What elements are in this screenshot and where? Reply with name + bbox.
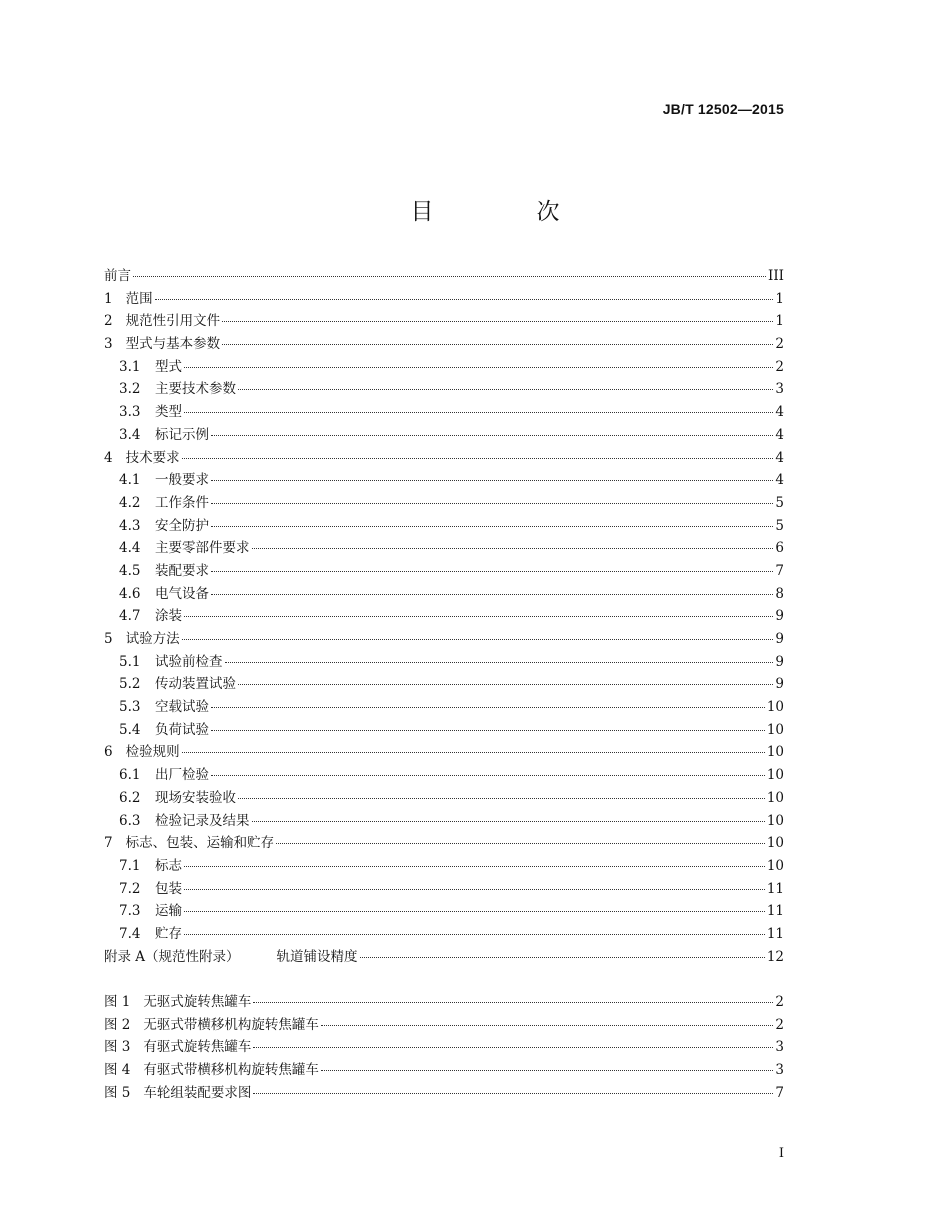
page-reference: 10 [766, 789, 784, 806]
toc-entry-title: 涂装 [155, 608, 182, 625]
toc-entry[interactable] [104, 446, 784, 469]
toc-entry[interactable] [104, 287, 784, 310]
page-reference: 9 [775, 653, 784, 670]
toc-entry-number: 5.3 [119, 699, 141, 716]
toc-entry-title: 工作条件 [155, 494, 209, 511]
toc-entry-number: 6.3 [119, 812, 141, 829]
dot-leader [184, 412, 773, 413]
toc-entry[interactable] [104, 740, 784, 763]
dot-leader [184, 616, 773, 617]
page-reference: 5 [775, 517, 784, 534]
dot-leader [133, 276, 766, 277]
toc-entry-title: 轨道铺设精度 [276, 948, 358, 965]
toc-entry-number: 5 [104, 631, 113, 647]
page-reference: 3 [775, 1039, 784, 1056]
toc-entry[interactable] [104, 423, 784, 446]
toc-entry-title: 技术要求 [125, 449, 180, 466]
toc-entry-title: 试验前检查 [155, 653, 223, 670]
figure-title: 无驱式旋转焦罐车 [143, 994, 252, 1010]
toc-entry[interactable] [104, 831, 784, 854]
toc-entry-title: 主要技术参数 [155, 381, 236, 398]
toc-entry-number: 4.5 [119, 562, 141, 579]
toc-entry-title: 标志、包装、运输和贮存 [125, 835, 275, 852]
table-of-contents [104, 264, 784, 967]
toc-entry-title: 试验方法 [125, 631, 180, 647]
toc-entry[interactable] [104, 627, 784, 650]
page-reference: 10 [766, 812, 784, 829]
toc-entry[interactable] [104, 854, 784, 877]
toc-entry-number: 3.1 [119, 358, 141, 375]
toc-entry-title: 主要零部件要求 [155, 540, 250, 557]
toc-entry-title: 装配要求 [155, 562, 209, 579]
dot-leader [321, 1025, 774, 1026]
toc-entry-title: 型式 [155, 358, 182, 375]
dot-leader [238, 684, 773, 685]
dot-leader [184, 934, 765, 935]
toc-entry-title: 运输 [155, 903, 182, 920]
toc-entry-number: 4.2 [119, 494, 141, 511]
dot-leader [253, 1047, 773, 1048]
figure-number: 图 1 [104, 994, 131, 1010]
toc-entry[interactable] [104, 332, 784, 355]
page-reference: 8 [775, 585, 784, 602]
figure-entry[interactable] [104, 1058, 784, 1081]
toc-entry-number: 3.3 [119, 404, 141, 421]
toc-entry-number: 6 [104, 744, 113, 761]
page-reference: 6 [775, 540, 784, 557]
toc-entry[interactable] [104, 604, 784, 627]
dot-leader [211, 775, 765, 776]
page-reference: 9 [775, 631, 784, 647]
dot-leader [211, 571, 773, 572]
toc-entry[interactable] [104, 559, 784, 582]
figure-entry[interactable] [104, 990, 784, 1013]
toc-entry[interactable] [104, 922, 784, 945]
figure-title: 车轮组装配要求图 [143, 1084, 252, 1101]
page-reference: 2 [775, 336, 784, 353]
figure-number: 图 3 [104, 1039, 131, 1056]
standard-code: JB/T 12502—2015 [662, 101, 784, 117]
dot-leader [222, 344, 773, 345]
toc-entry-title: 型式与基本参数 [125, 336, 221, 353]
dot-leader [360, 957, 765, 958]
toc-entry-title: 现场安装验收 [155, 789, 236, 806]
page-reference: 11 [766, 880, 784, 897]
toc-entry[interactable] [104, 582, 784, 605]
page-reference: 12 [766, 948, 784, 965]
toc-entry-number: 7.4 [119, 925, 141, 942]
page-reference: 4 [775, 426, 784, 443]
dot-leader [211, 503, 773, 504]
toc-entry-number: 3 [104, 336, 113, 353]
page-reference: III [768, 268, 784, 284]
page-reference: 9 [775, 608, 784, 625]
toc-entry[interactable] [104, 650, 784, 673]
page-title: 目 次 [410, 199, 600, 225]
toc-entry-title: 标志 [155, 857, 182, 874]
dot-leader [182, 639, 774, 640]
toc-entry[interactable] [104, 877, 784, 900]
toc-entry-number: 5.2 [119, 676, 141, 693]
toc-entry-number: 2 [104, 313, 113, 330]
page-reference: 10 [766, 767, 784, 784]
dot-leader [252, 821, 765, 822]
figure-title: 无驱式带横移机构旋转焦罐车 [143, 1016, 319, 1033]
page-reference: 10 [766, 721, 784, 738]
figure-entry[interactable] [104, 1081, 784, 1104]
figure-title: 有驱式带横移机构旋转焦罐车 [143, 1062, 319, 1079]
dot-leader [211, 594, 773, 595]
toc-entry-number: 4.4 [119, 540, 141, 557]
toc-entry-number: 3.2 [119, 381, 141, 398]
dot-leader [253, 1093, 773, 1094]
dot-leader [321, 1070, 774, 1071]
dot-leader [225, 662, 774, 663]
toc-entry-number: 1 [104, 290, 113, 307]
dot-leader [253, 1002, 773, 1003]
toc-entry[interactable] [104, 355, 784, 378]
page-reference: 4 [775, 472, 784, 489]
toc-entry-number: 5.1 [119, 653, 141, 670]
figure-number: 图 2 [104, 1016, 131, 1033]
toc-entry[interactable] [104, 672, 784, 695]
page-reference: 1 [775, 313, 784, 330]
toc-entry-title: 一般要求 [155, 472, 209, 489]
toc-entry[interactable] [104, 945, 784, 968]
dot-leader [182, 458, 774, 459]
toc-entry-number: 7.1 [119, 857, 141, 874]
toc-entry-number: 4 [104, 449, 113, 466]
toc-entry-number: 5.4 [119, 721, 141, 738]
page-reference: 10 [766, 744, 784, 761]
toc-entry-title: 负荷试验 [155, 721, 209, 738]
toc-entry[interactable] [104, 786, 784, 809]
page-reference: 2 [775, 1016, 784, 1033]
dot-leader [184, 889, 765, 890]
page-reference: 4 [775, 404, 784, 421]
toc-entry-number: 4.6 [119, 585, 141, 602]
toc-entry-title: 安全防护 [155, 517, 209, 534]
dot-leader [211, 707, 765, 708]
toc-entry-title: 类型 [155, 404, 182, 421]
toc-entry-number: 7 [104, 835, 113, 852]
toc-entry[interactable] [104, 264, 784, 287]
figure-entry[interactable] [104, 1035, 784, 1058]
page-reference: 10 [766, 835, 784, 852]
dot-leader [276, 843, 765, 844]
toc-entry-title: 传动装置试验 [155, 676, 236, 693]
page-reference: 7 [775, 1084, 784, 1101]
toc-entry[interactable] [104, 468, 784, 491]
page-number: I [778, 1146, 784, 1161]
page-reference: 10 [766, 699, 784, 716]
toc-entry[interactable] [104, 514, 784, 537]
toc-entry[interactable] [104, 536, 784, 559]
toc-entry-number: 4.1 [119, 472, 141, 489]
figure-number: 图 5 [104, 1084, 131, 1101]
toc-entry[interactable] [104, 718, 784, 741]
dot-leader [184, 866, 765, 867]
toc-entry-number: 6.2 [119, 789, 141, 806]
toc-entry-title: 前言 [104, 268, 131, 284]
toc-entry-title: 范围 [125, 290, 153, 307]
toc-entry-title: 电气设备 [155, 585, 209, 602]
toc-entry[interactable] [104, 695, 784, 718]
toc-entry[interactable] [104, 400, 784, 423]
toc-entry-number: 4.7 [119, 608, 141, 625]
toc-entry-title: 检验记录及结果 [155, 812, 250, 829]
toc-entry-title: 空载试验 [155, 699, 209, 716]
dot-leader [184, 367, 773, 368]
page-reference: 5 [775, 494, 784, 511]
page-reference: 3 [775, 1062, 784, 1079]
dot-leader [211, 526, 773, 527]
toc-entry-title: 检验规则 [125, 744, 180, 761]
list-of-figures [104, 990, 784, 1103]
toc-entry-number: 4.3 [119, 517, 141, 534]
page-reference: 3 [775, 381, 784, 398]
dot-leader [211, 730, 765, 731]
toc-entry-title: 规范性引用文件 [125, 313, 221, 330]
dot-leader [238, 798, 765, 799]
dot-leader [211, 480, 773, 481]
toc-entry-number: 3.4 [119, 426, 141, 443]
figure-title: 有驱式旋转焦罐车 [143, 1039, 252, 1056]
toc-entry-title: 包装 [155, 880, 182, 897]
page-reference: 7 [775, 562, 784, 579]
toc-entry-title: 贮存 [155, 925, 182, 942]
page-reference: 9 [775, 676, 784, 693]
page-reference: 11 [766, 925, 784, 942]
toc-entry-title: 出厂检验 [155, 767, 209, 784]
dot-leader [252, 548, 774, 549]
toc-entry-number: 附录 A（规范性附录） [104, 948, 240, 965]
toc-entry-number: 7.3 [119, 903, 141, 920]
page-reference: 2 [775, 358, 784, 375]
page-reference: 1 [775, 290, 784, 307]
toc-entry[interactable] [104, 809, 784, 832]
page-reference: 2 [775, 994, 784, 1010]
dot-leader [155, 299, 774, 300]
toc-entry-number: 7.2 [119, 880, 141, 897]
toc-entry[interactable] [104, 763, 784, 786]
dot-leader [184, 911, 765, 912]
page-reference: 10 [766, 857, 784, 874]
dot-leader [211, 435, 773, 436]
page-reference: 11 [766, 903, 784, 920]
toc-entry-number: 6.1 [119, 767, 141, 784]
toc-entry[interactable] [104, 377, 784, 400]
page-reference: 4 [775, 449, 784, 466]
figure-number: 图 4 [104, 1062, 131, 1079]
toc-entry[interactable] [104, 309, 784, 332]
figure-entry[interactable] [104, 1013, 784, 1036]
toc-entry[interactable] [104, 899, 784, 922]
toc-entry-title: 标记示例 [155, 426, 209, 443]
dot-leader [238, 389, 773, 390]
dot-leader [182, 752, 765, 753]
dot-leader [222, 321, 773, 322]
toc-entry[interactable] [104, 491, 784, 514]
